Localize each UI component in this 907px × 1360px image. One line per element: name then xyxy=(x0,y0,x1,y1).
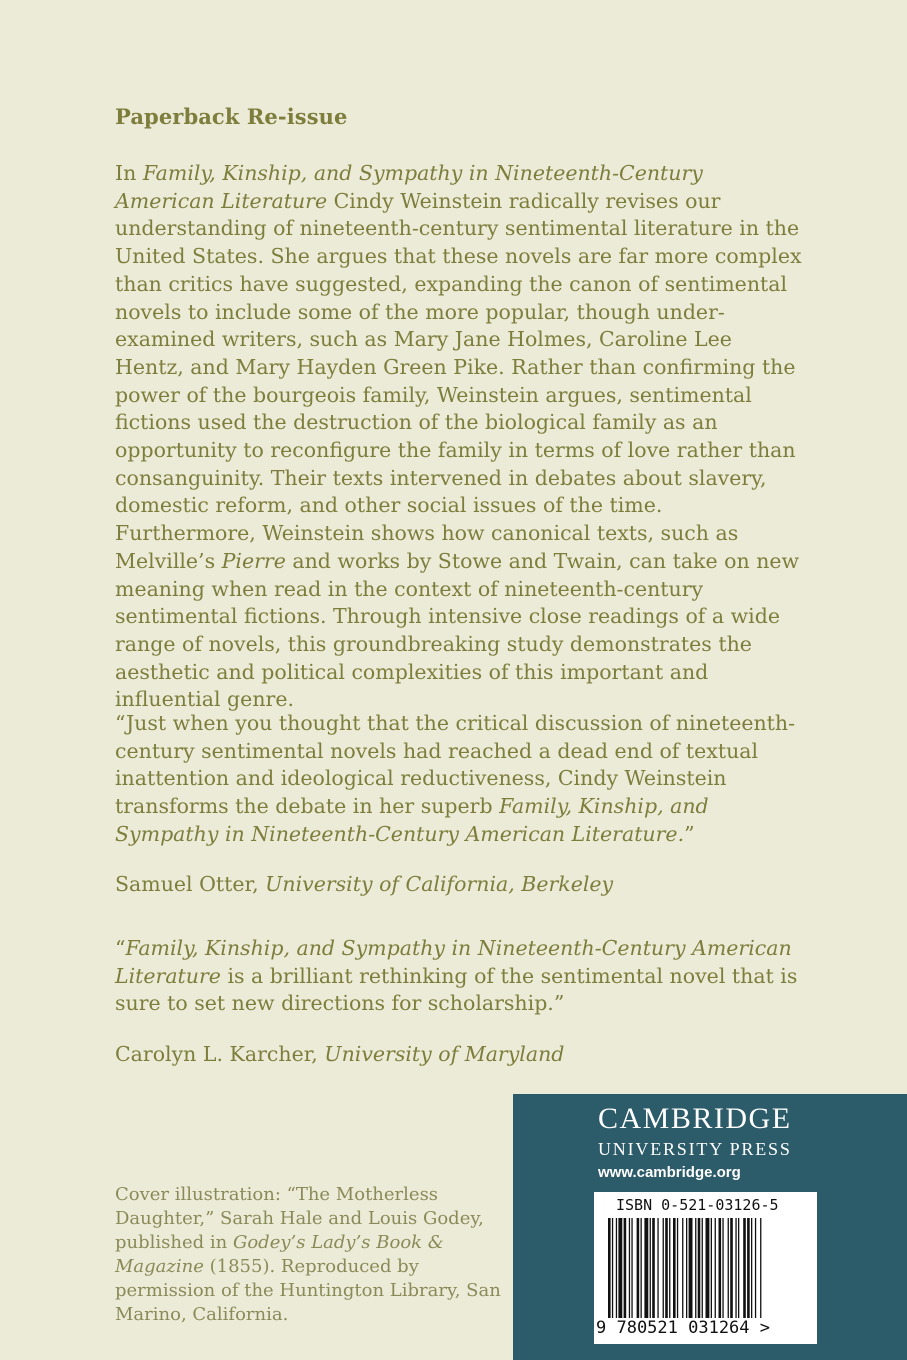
blurb-intro: In xyxy=(115,161,143,185)
quote2-text: is a brilliant rethinking of the sentimental novel that is sure to set new directions for scholarship.” xyxy=(115,963,798,1016)
blurb-text-1: Cindy Weinstein radically revises our understanding of nineteenth-century sentimental literature in the United States. She argues that these novels are far more complex than critics have suggested, expanding the canon of sentimental novels to include some of the more popular, though under-examined writers, such as Mary Jane Holmes, Caroline Lee Hentz, and Mary Hayden Green Pike. Rather than confirming the power of the bourgeois family, Weinstein argues, sentimental fictions used the destruction of the biological family as an opportunity to reconfigure the family in terms of love rather than consanguinity. Their texts intervened in debates about slavery, domestic reform, and other social issues of the time. Furthermore, Weinstein shows how canonical texts, such as Melville’s xyxy=(115,188,802,573)
quote1-close: ” xyxy=(684,821,695,846)
magazine-title: Godey’s Lady’s Book & Magazine xyxy=(115,1232,444,1277)
quote2-book-title: Family, Kinship, and Sympathy in Nineteenth-Century American Literature xyxy=(115,936,792,988)
publisher-press: UNIVERSITY PRESS xyxy=(598,1139,792,1159)
publisher-name: CAMBRIDGE xyxy=(598,1102,792,1135)
quote1-affiliation: University of California, Berkeley xyxy=(265,872,614,896)
endorsement-2-attribution xyxy=(115,1042,564,1066)
cover-credit-text-1: Cover illustration: “The Motherless Daughter,” Sarah Hale and Louis Godey, published in xyxy=(115,1184,484,1253)
cover-illustration-credit xyxy=(115,1183,515,1327)
quote1-author: Samuel Otter, xyxy=(115,872,266,896)
quote2-affiliation: University of Maryland xyxy=(324,1042,565,1066)
barcode-box xyxy=(594,1192,817,1344)
quote1-book-title: Family, Kinship, and Sympathy in Nineteenth-Century American Literature. xyxy=(115,794,709,846)
barcode-digits: 9 780521 031264 > xyxy=(596,1318,770,1338)
pierre-title: Pierre xyxy=(221,548,286,573)
book-title: Family, Kinship, and Sympathy in Nineteenth-Century American Literature xyxy=(115,161,703,213)
barcode-icon xyxy=(608,1218,806,1318)
publisher-website: www.cambridge.org xyxy=(598,1164,741,1181)
publisher-panel xyxy=(513,1094,907,1360)
quote2-open: “ xyxy=(115,936,126,960)
endorsement-1-attribution xyxy=(115,872,613,896)
quote1-text: “Just when you thought that the critical discussion of nineteenth-century sentimental novels had reached a dead end of textual inattention and ideological reductiveness, Cindy Weinstein transforms the debate in her superb xyxy=(115,711,796,819)
quote2-author: Carolyn L. Karcher, xyxy=(115,1042,325,1066)
isbn-label: ISBN 0-521-03126-5 xyxy=(616,1196,779,1214)
endorsement-quote-1 xyxy=(115,710,805,849)
book-description xyxy=(115,160,805,714)
section-heading: Paperback Re-issue xyxy=(115,104,348,129)
blurb-text-2: and works by Stowe and Twain, can take on new meaning when read in the context of nineteenth-century sentimental fictions. Through intensive close readings of a wide range of novels, this groundbreaking study demonstrates the aesthetic and political complexities of this important and influential genre. xyxy=(115,548,800,712)
endorsement-quote-2 xyxy=(115,935,805,1018)
cover-credit-text-2: (1855). Reproduced by permission of the Huntington Library, San Marino, California. xyxy=(115,1256,501,1325)
